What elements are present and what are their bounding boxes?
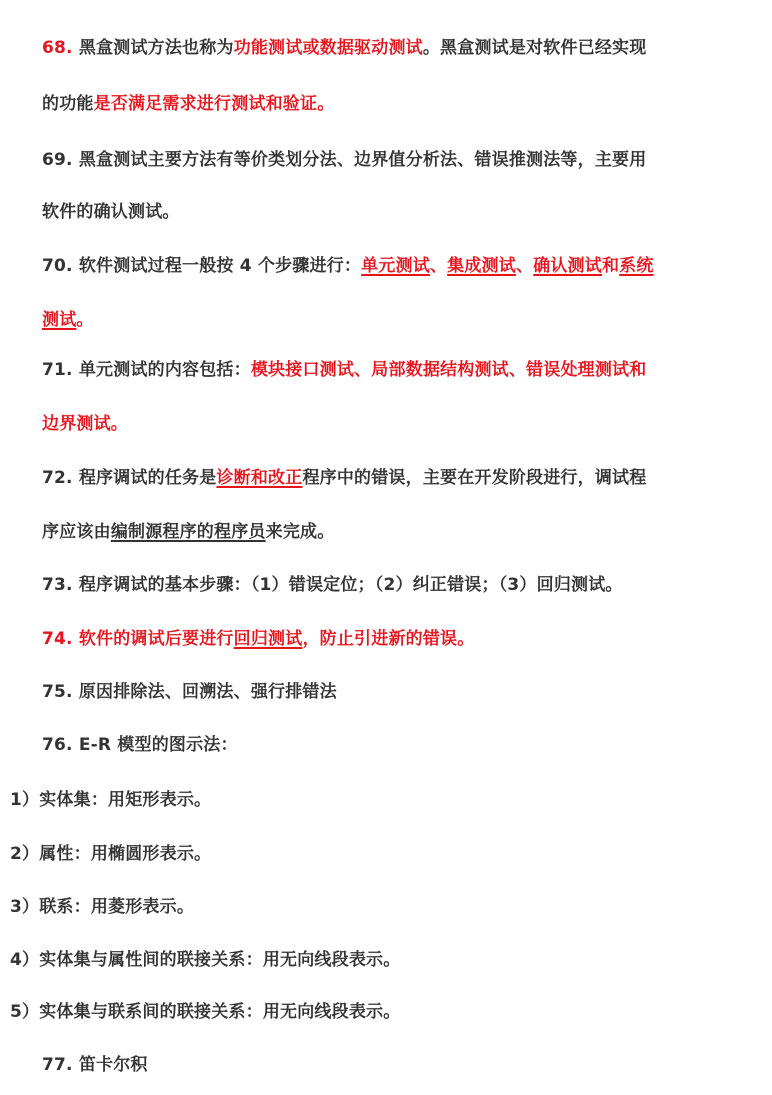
text-segment: 黑盒测试方法也称为 <box>78 38 234 58</box>
text-segment: 软件的确认测试。 <box>42 202 180 222</box>
highlighted-text: 。 <box>76 310 94 330</box>
text-segment: 来完成。 <box>265 522 335 542</box>
highlighted-text: 边界测试。 <box>42 414 128 434</box>
text-segment: 序应该由 <box>42 522 111 542</box>
text-line <box>10 842 211 866</box>
text-segment: 71. 单元测试的内容包括： <box>42 360 251 380</box>
text-line <box>10 895 194 919</box>
text-segment: 2）属性：用椭圆形表示。 <box>10 844 212 864</box>
text-line <box>42 680 337 704</box>
text-segment: 70. 软件测试过程一般按 4 个步骤进行： <box>42 256 362 276</box>
text-line <box>42 627 474 651</box>
text-segment: 1）实体集：用矩形表示。 <box>10 790 212 810</box>
text-segment: 77. 笛卡尔积 <box>42 1055 148 1075</box>
text-line <box>42 466 646 490</box>
highlighted-text: 集成测试 <box>447 256 516 276</box>
highlighted-text: 是否满足需求进行测试和验证。 <box>93 94 335 114</box>
text-line <box>42 148 646 172</box>
text-segment: 5）实体集与联系间的联接关系：用无向线段表示。 <box>10 1002 401 1022</box>
text-line <box>42 358 646 382</box>
text-segment: 73. 程序调试的基本步骤：（1）错误定位；（2）纠正错误；（3）回归测试。 <box>42 575 623 595</box>
text-line <box>42 520 334 544</box>
text-segment: 69. 黑盒测试主要方法有等价类划分法、边界值分析法、错误推测法等，主要用 <box>42 150 647 170</box>
highlighted-text: 系统 <box>619 256 654 276</box>
text-segment: 程序中的错误，主要在开发阶段进行，调试程 <box>302 468 647 488</box>
highlighted-text: 68. <box>42 38 79 58</box>
highlighted-text: 和 <box>601 256 620 276</box>
text-segment: 编制源程序的程序员 <box>110 522 266 542</box>
highlighted-text: 、 <box>429 256 448 276</box>
text-line <box>42 573 623 597</box>
text-line <box>42 200 180 224</box>
text-segment: 3）联系：用菱形表示。 <box>10 897 195 917</box>
text-line <box>10 1000 400 1024</box>
text-line <box>42 92 334 116</box>
text-line <box>10 948 400 972</box>
text-segment: 的功能 <box>42 94 94 114</box>
text-segment: 72. 程序调试的任务是 <box>42 468 217 488</box>
highlighted-text: 、 <box>515 256 534 276</box>
text-segment: 。黑盒测试是对软件已经实现 <box>422 38 647 58</box>
highlighted-text: 功能测试或数据驱动测试 <box>233 38 423 58</box>
text-line <box>42 733 238 757</box>
highlighted-text: 回归测试 <box>233 629 303 649</box>
text-line <box>42 36 646 60</box>
highlighted-text: 模块接口测试、局部数据结构测试、错误处理测试和 <box>250 360 647 380</box>
text-line <box>10 788 211 812</box>
highlighted-text: 确认测试 <box>533 256 602 276</box>
highlighted-text: 单元测试 <box>361 256 430 276</box>
highlighted-text: 诊断和改正 <box>216 468 303 488</box>
highlighted-text: 测试 <box>42 310 77 330</box>
text-line <box>42 1053 148 1077</box>
highlighted-text: 74. 软件的调试后要进行 <box>42 629 234 649</box>
text-line <box>42 308 94 332</box>
text-line <box>42 254 654 278</box>
text-segment: 76. E-R 模型的图示法： <box>42 735 238 755</box>
text-segment: 75. 原因排除法、回溯法、强行排错法 <box>42 682 337 702</box>
highlighted-text: ，防止引进新的错误。 <box>302 629 475 649</box>
text-line <box>42 412 128 436</box>
text-segment: 4）实体集与属性间的联接关系：用无向线段表示。 <box>10 950 401 970</box>
